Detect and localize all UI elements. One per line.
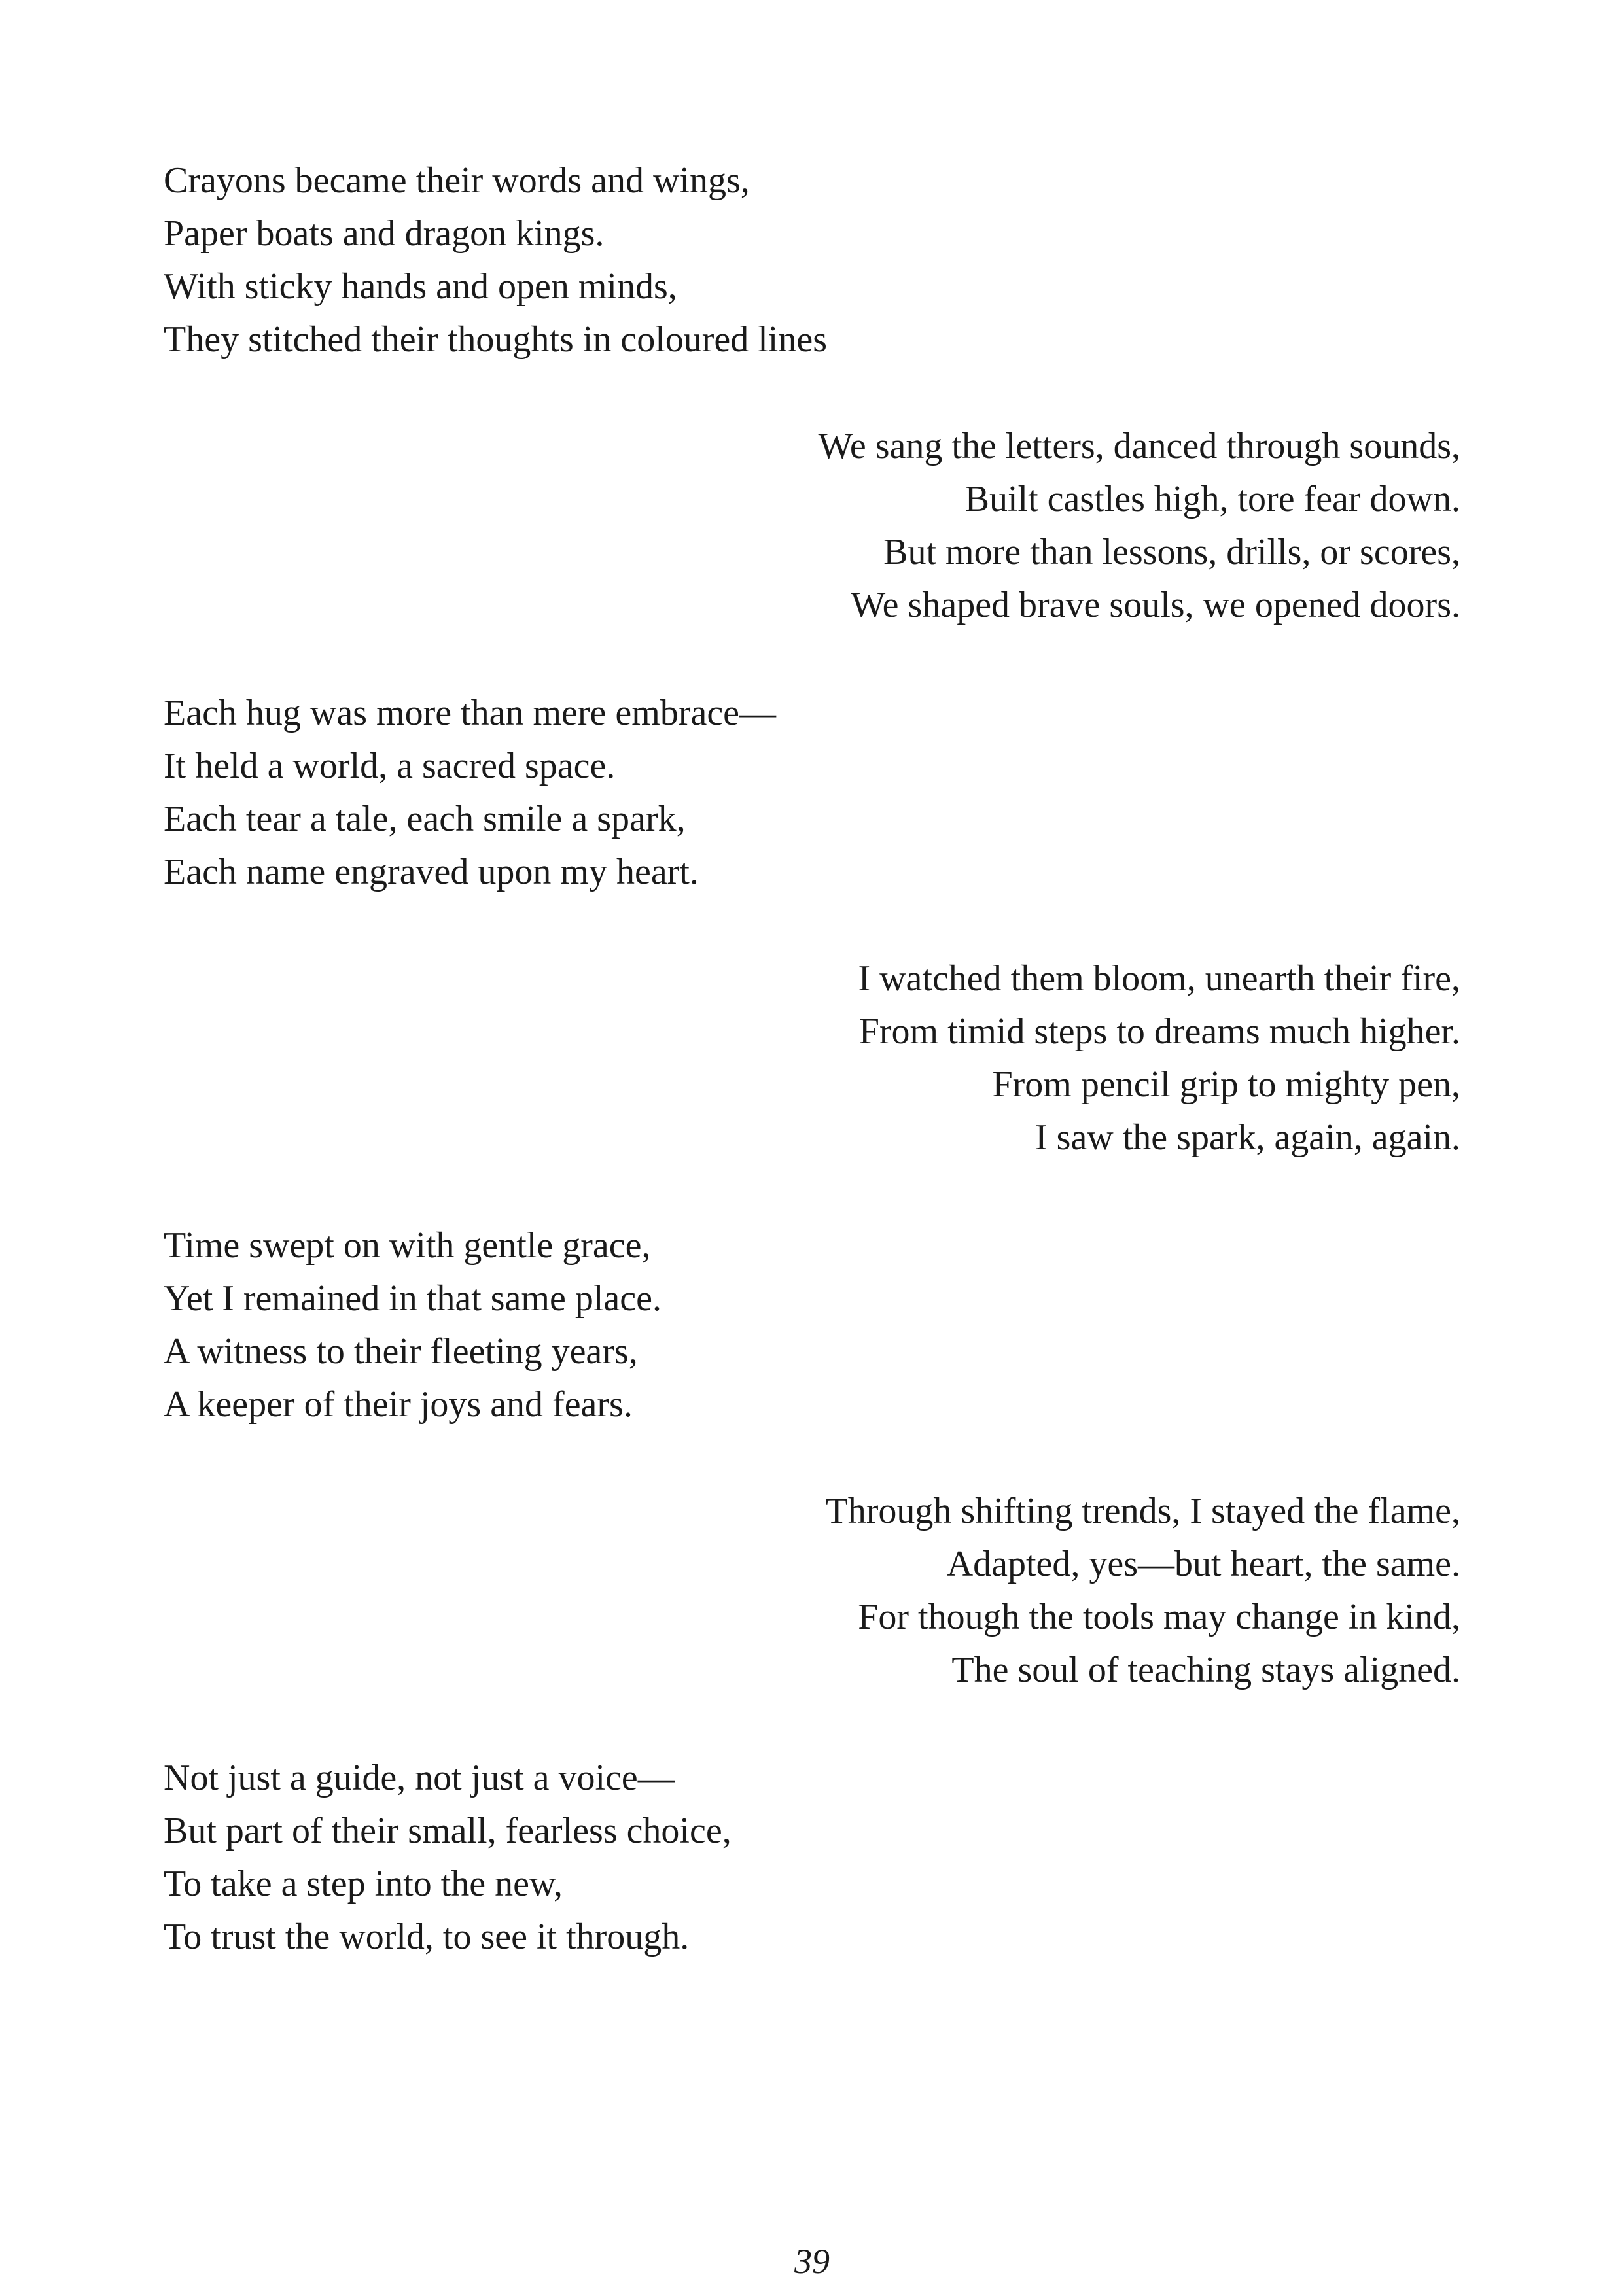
poem-line: Not just a guide, not just a voice— [164, 1758, 675, 1798]
poem-line: Time swept on with gentle grace, [164, 1225, 651, 1266]
stanza-7 [164, 1752, 732, 1964]
poem-line: It held a world, a sacred space. [164, 746, 616, 786]
poem-line: Built castles high, tore fear down. [964, 479, 1460, 519]
poem-line: Paper boats and dragon kings. [164, 213, 605, 254]
poem-line: To take a step into the new, [164, 1864, 563, 1904]
poem-line: Adapted, yes—but heart, the same. [946, 1544, 1460, 1584]
poem-line: Each tear a tale, each smile a spark, [164, 799, 686, 839]
poem-line: A keeper of their joys and fears. [164, 1384, 633, 1425]
poem-line: To trust the world, to see it through. [164, 1917, 690, 1957]
stanza-6 [826, 1485, 1460, 1697]
stanza-5 [164, 1219, 662, 1431]
stanza-1 [164, 154, 827, 366]
poem-line: Through shifting trends, I stayed the flame, [825, 1491, 1460, 1531]
poem-line: Yet I remained in that same place. [164, 1278, 662, 1319]
poem-line: Each name engraved upon my heart. [164, 852, 699, 892]
poem-line: Crayons became their words and wings, [164, 160, 750, 201]
poem-line: The soul of teaching stays aligned. [951, 1650, 1460, 1690]
poem-line: A witness to their fleeting years, [164, 1331, 638, 1372]
poem-line: But more than lessons, drills, or scores, [883, 532, 1460, 572]
poem-line: We sang the letters, danced through sounds, [818, 426, 1460, 466]
poem-line: I saw the spark, again, again. [1035, 1117, 1460, 1158]
stanza-3 [164, 687, 776, 899]
stanza-4 [858, 952, 1460, 1164]
poem-line: From pencil grip to mighty pen, [992, 1064, 1460, 1105]
poem-line: With sticky hands and open minds, [164, 266, 677, 307]
stanza-2 [819, 420, 1460, 632]
poem-line: We shaped brave souls, we opened doors. [851, 585, 1460, 625]
page-number: 39 [794, 2242, 830, 2281]
poem-line: For though the tools may change in kind, [858, 1597, 1460, 1637]
poem-line: From timid steps to dreams much higher. [858, 1011, 1460, 1052]
poem-line: Each hug was more than mere embrace— [164, 693, 777, 733]
poem-line: But part of their small, fearless choice, [164, 1811, 732, 1851]
poem-line: They stitched their thoughts in coloured lines [164, 319, 828, 360]
poem-line: I watched them bloom, unearth their fire, [858, 958, 1460, 999]
